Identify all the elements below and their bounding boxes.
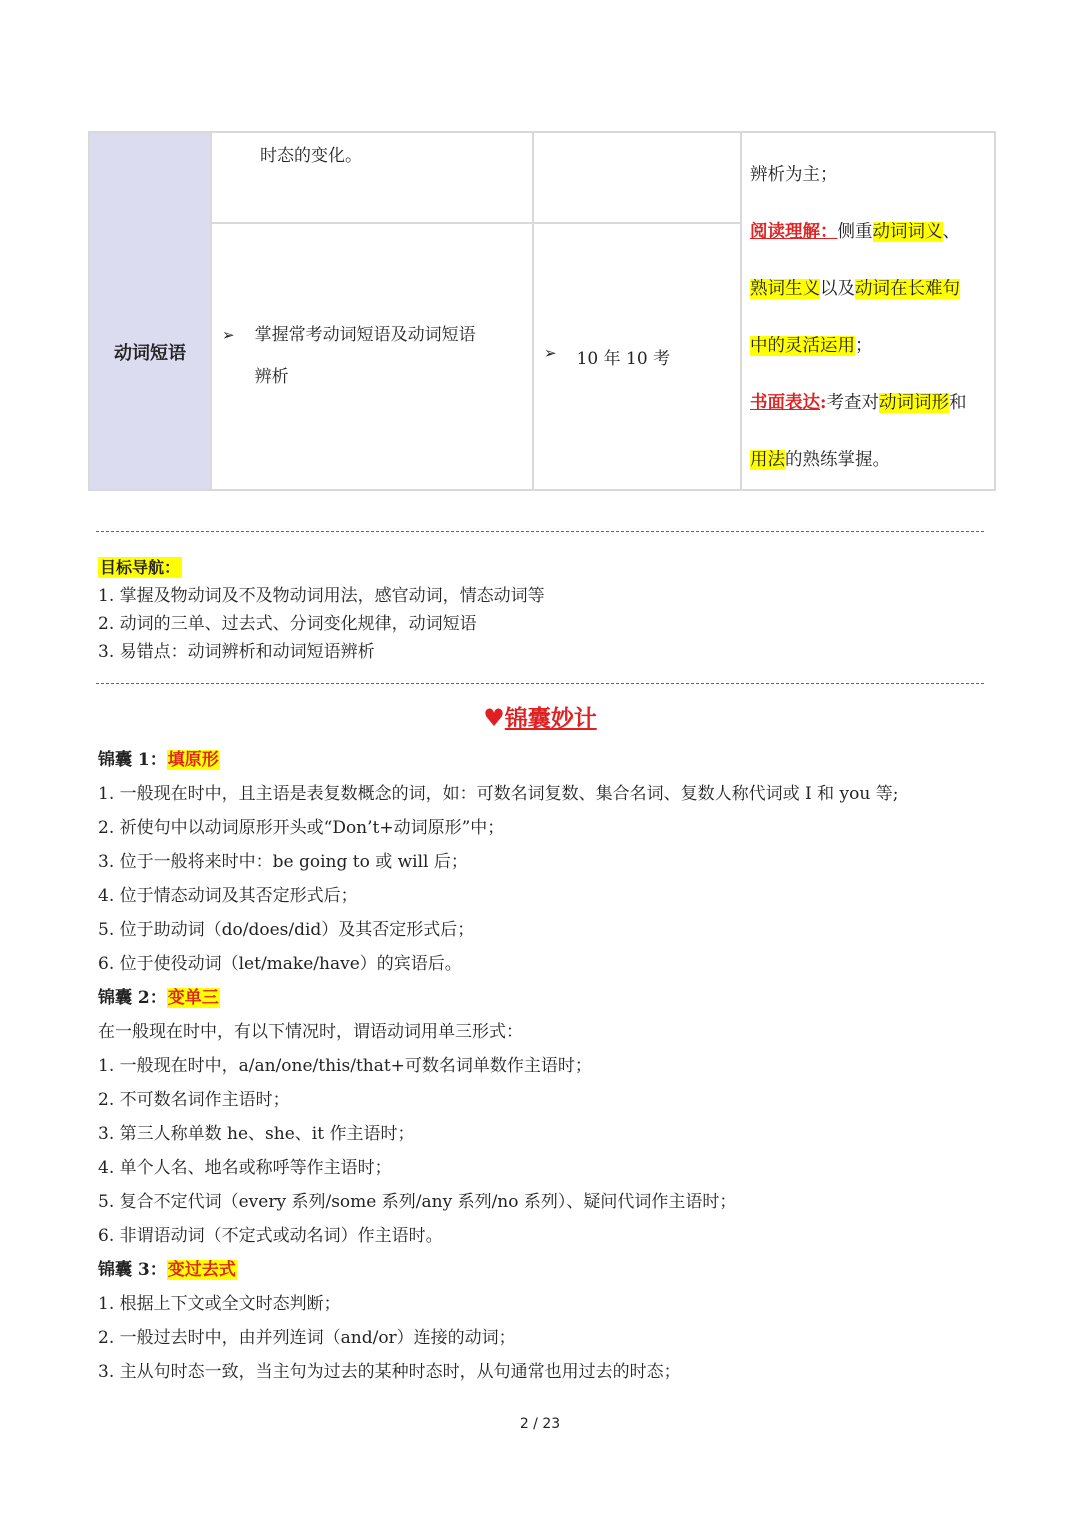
notes-content — [742, 133, 994, 489]
requirement-block — [212, 314, 532, 398]
arrow-bullet-icon: ➢ — [544, 343, 557, 362]
requirement-text: 时态的变化。 — [260, 146, 362, 166]
highlight-text: 用法 — [750, 450, 785, 470]
list-item: 3. 位于一般将来时中：be going to 或 will 后； — [98, 852, 468, 872]
highlight-text: 动词词义 — [872, 222, 943, 242]
heart-icon: ♥ — [483, 704, 505, 732]
reading-label: 阅读理解： — [750, 222, 838, 242]
list-item: 5. 复合不定代词（every 系列/some 系列/any 系列/no 系列）、疑问代词作主语时； — [98, 1192, 737, 1212]
list-item: 2. 一般过去时中，由并列连词（and/or）连接的动词； — [98, 1328, 516, 1348]
requirement-line: 掌握常考动词短语及动词短语 — [254, 325, 476, 346]
exam-frequency-cell — [533, 223, 741, 490]
arrow-bullet-icon: ➢ — [222, 326, 235, 345]
highlight-text: 动词在长难句 — [855, 279, 960, 299]
list-item: 1. 根据上下文或全文时态判断； — [98, 1294, 341, 1314]
notes-text: ； — [855, 336, 873, 356]
tip-name: 变单三 — [167, 988, 219, 1008]
exam-analysis-table — [88, 131, 996, 491]
notes-cell — [741, 132, 995, 490]
requirement-cell — [211, 132, 533, 223]
notes-line — [750, 204, 988, 261]
notes-line — [750, 318, 988, 375]
tips-body — [98, 743, 998, 1389]
requirement-text — [255, 314, 476, 398]
notes-text: 的熟练掌握。 — [785, 450, 890, 470]
notes-text: 侧重 — [837, 222, 873, 242]
list-item: 2. 祈使句中以动词原形开头或“Don’t+动词原形”中； — [98, 818, 505, 838]
notes-text: 以及 — [820, 279, 855, 299]
list-item: 3. 易错点：动词辨析和动词短语辨析 — [98, 642, 375, 662]
tip-intro: 在一般现在时中，有以下情况时，谓语动词用单三形式： — [98, 1022, 523, 1042]
highlight-text: 动词词形 — [878, 393, 949, 413]
requirement-cell — [211, 223, 533, 490]
notes-line — [750, 261, 988, 318]
tip-name: 变过去式 — [167, 1260, 236, 1280]
notes-line — [750, 375, 988, 432]
list-item: 2. 动词的三单、过去式、分词变化规律，动词短语 — [98, 614, 477, 634]
topic-label: 动词短语 — [114, 343, 186, 364]
nav-title-line — [98, 554, 998, 582]
list-item: 6. 位于使役动词（let/make/have）的宾语后。 — [98, 954, 462, 974]
notes-line — [750, 432, 988, 489]
divider-dashed — [96, 531, 984, 532]
page-number: 2 / 23 — [519, 1416, 561, 1432]
list-item: 4. 单个人名、地名或称呼等作主语时； — [98, 1158, 392, 1178]
exam-frequency-text: 10 年 10 考 — [576, 348, 671, 369]
list-item: 4. 位于情态动词及其否定形式后； — [98, 886, 358, 906]
section-title — [0, 700, 1080, 733]
notes-text: 和 — [948, 393, 967, 413]
tip-heading — [98, 981, 998, 1015]
nav-title: 目标导航： — [100, 558, 181, 577]
exam-frequency-block — [534, 344, 740, 369]
list-item: 2. 不可数名词作主语时； — [98, 1090, 290, 1110]
tip-heading — [98, 1253, 998, 1287]
tip-name: 填原形 — [167, 750, 219, 770]
list-item: 3. 主从句时态一致，当主句为过去的某种时态时，从句通常也用过去的时态； — [98, 1362, 681, 1382]
notes-text: 辨析为主； — [750, 165, 838, 185]
list-item: 6. 非谓语动词（不定式或动名词）作主语时。 — [98, 1226, 443, 1246]
list-item: 1. 掌握及物动词及不及物动词用法，感官动词，情态动词等 — [98, 586, 545, 606]
highlight-text: 中的灵活运用 — [750, 336, 855, 356]
goal-navigation — [98, 554, 998, 666]
tip-heading — [98, 743, 998, 777]
exam-frequency-cell — [533, 132, 741, 223]
notes-text: 、 — [942, 222, 960, 242]
requirement-line: 辨析 — [254, 367, 289, 388]
tip-number: 锦囊 2： — [98, 988, 167, 1008]
list-item: 5. 位于助动词（do/does/did）及其否定形式后； — [98, 920, 475, 940]
tip-number: 锦囊 1： — [98, 750, 167, 770]
list-item: 3. 第三人称单数 he、she、it 作主语时； — [98, 1124, 415, 1144]
writing-colon: : — [820, 393, 827, 413]
section-title-text: 锦囊妙计 — [504, 706, 597, 732]
topic-cell — [89, 132, 211, 490]
notes-text: 考查对 — [826, 393, 879, 413]
writing-label: 书面表达 — [750, 393, 820, 413]
list-item: 1. 一般现在时中，a/an/one/this/that+可数名词单数作主语时； — [98, 1056, 592, 1076]
notes-line — [750, 147, 988, 204]
list-item: 1. 一般现在时中，且主语是表复数概念的词，如：可数名词复数、集合名词、复数人称代词或 I 和 you 等; — [98, 784, 899, 804]
tip-number: 锦囊 3： — [98, 1260, 167, 1280]
divider-dashed — [96, 683, 984, 684]
table-row — [89, 132, 995, 223]
highlight-text: 熟词生义 — [750, 279, 820, 299]
